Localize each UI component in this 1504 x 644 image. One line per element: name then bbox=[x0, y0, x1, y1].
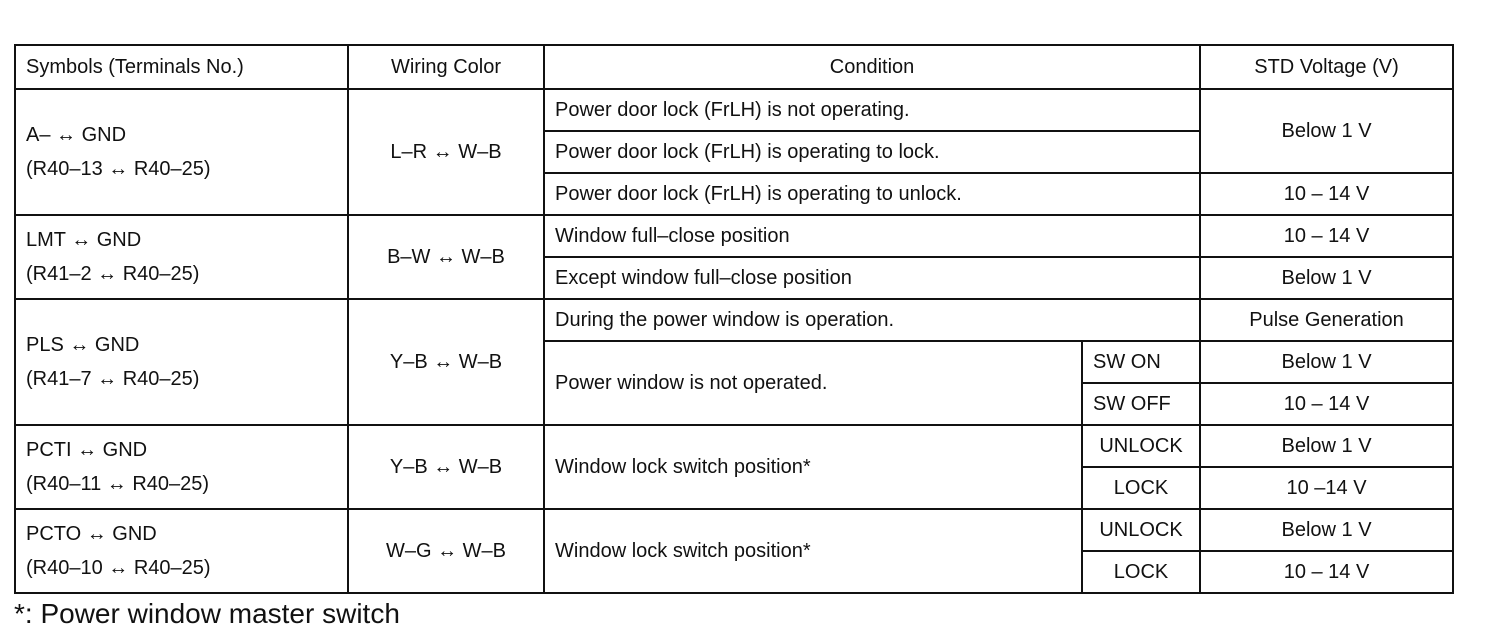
symbol-cell bbox=[15, 509, 348, 593]
terminal-text: (R41–7 ↔ R40–25) bbox=[26, 368, 200, 390]
header-row bbox=[15, 45, 1453, 89]
terminal-text: (R40–13 ↔ R40–25) bbox=[26, 158, 211, 180]
symbol-cell bbox=[15, 425, 348, 509]
table-row bbox=[15, 89, 1453, 131]
condition-cell: Power door lock (FrLH) is not operating. bbox=[544, 89, 1200, 131]
symbol-cell bbox=[15, 299, 348, 425]
voltage-cell: Below 1 V bbox=[1200, 425, 1453, 467]
symbol-cell bbox=[15, 89, 348, 215]
sub-condition-cell: LOCK bbox=[1082, 551, 1200, 593]
sub-condition-cell: UNLOCK bbox=[1082, 425, 1200, 467]
condition-cell: During the power window is operation. bbox=[544, 299, 1200, 341]
table-row bbox=[15, 509, 1453, 551]
voltage-cell: 10 – 14 V bbox=[1200, 551, 1453, 593]
condition-cell: Power door lock (FrLH) is operating to unlock. bbox=[544, 173, 1200, 215]
symbol-text: LMT ↔ GND bbox=[26, 229, 142, 251]
header-condition: Condition bbox=[544, 45, 1200, 89]
condition-cell: Power window is not operated. bbox=[544, 341, 1082, 425]
table-row bbox=[15, 425, 1453, 467]
table-row bbox=[15, 215, 1453, 257]
symbol-text: PCTO ↔ GND bbox=[26, 523, 157, 545]
header-symbols: Symbols (Terminals No.) bbox=[15, 45, 348, 89]
voltage-cell: Pulse Generation bbox=[1200, 299, 1453, 341]
footnote: *: Power window master switch bbox=[14, 598, 400, 629]
sub-condition-cell: SW OFF bbox=[1082, 383, 1200, 425]
condition-cell: Window full–close position bbox=[544, 215, 1200, 257]
voltage-cell: 10 – 14 V bbox=[1200, 383, 1453, 425]
condition-cell: Window lock switch position* bbox=[544, 509, 1082, 593]
voltage-cell: Below 1 V bbox=[1200, 257, 1453, 299]
wiring-cell: L–R ↔ W–B bbox=[348, 89, 544, 215]
symbol-text: A– ↔ GND bbox=[26, 124, 127, 146]
voltage-spec-table bbox=[14, 44, 1454, 594]
terminal-text: (R40–10 ↔ R40–25) bbox=[26, 557, 211, 579]
voltage-cell: 10 –14 V bbox=[1200, 467, 1453, 509]
wiring-cell: Y–B ↔ W–B bbox=[348, 425, 544, 509]
wiring-cell: W–G ↔ W–B bbox=[348, 509, 544, 593]
symbol-text: PLS ↔ GND bbox=[26, 334, 140, 356]
wiring-cell: B–W ↔ W–B bbox=[348, 215, 544, 299]
condition-cell: Power door lock (FrLH) is operating to lock. bbox=[544, 131, 1200, 173]
symbol-cell bbox=[15, 215, 348, 299]
condition-cell: Except window full–close position bbox=[544, 257, 1200, 299]
sub-condition-cell: LOCK bbox=[1082, 467, 1200, 509]
header-std-voltage: STD Voltage (V) bbox=[1200, 45, 1453, 89]
voltage-cell: 10 – 14 V bbox=[1200, 215, 1453, 257]
terminal-text: (R40–11 ↔ R40–25) bbox=[26, 473, 210, 495]
voltage-cell: Below 1 V bbox=[1200, 509, 1453, 551]
condition-cell: Window lock switch position* bbox=[544, 425, 1082, 509]
voltage-cell: Below 1 V bbox=[1200, 341, 1453, 383]
sub-condition-cell: SW ON bbox=[1082, 341, 1200, 383]
symbol-text: PCTI ↔ GND bbox=[26, 439, 148, 461]
voltage-cell: Below 1 V bbox=[1200, 89, 1453, 173]
terminal-text: (R41–2 ↔ R40–25) bbox=[26, 263, 200, 285]
voltage-cell: 10 – 14 V bbox=[1200, 173, 1453, 215]
table-row bbox=[15, 299, 1453, 341]
header-wiring-color: Wiring Color bbox=[348, 45, 544, 89]
sub-condition-cell: UNLOCK bbox=[1082, 509, 1200, 551]
wiring-cell: Y–B ↔ W–B bbox=[348, 299, 544, 425]
